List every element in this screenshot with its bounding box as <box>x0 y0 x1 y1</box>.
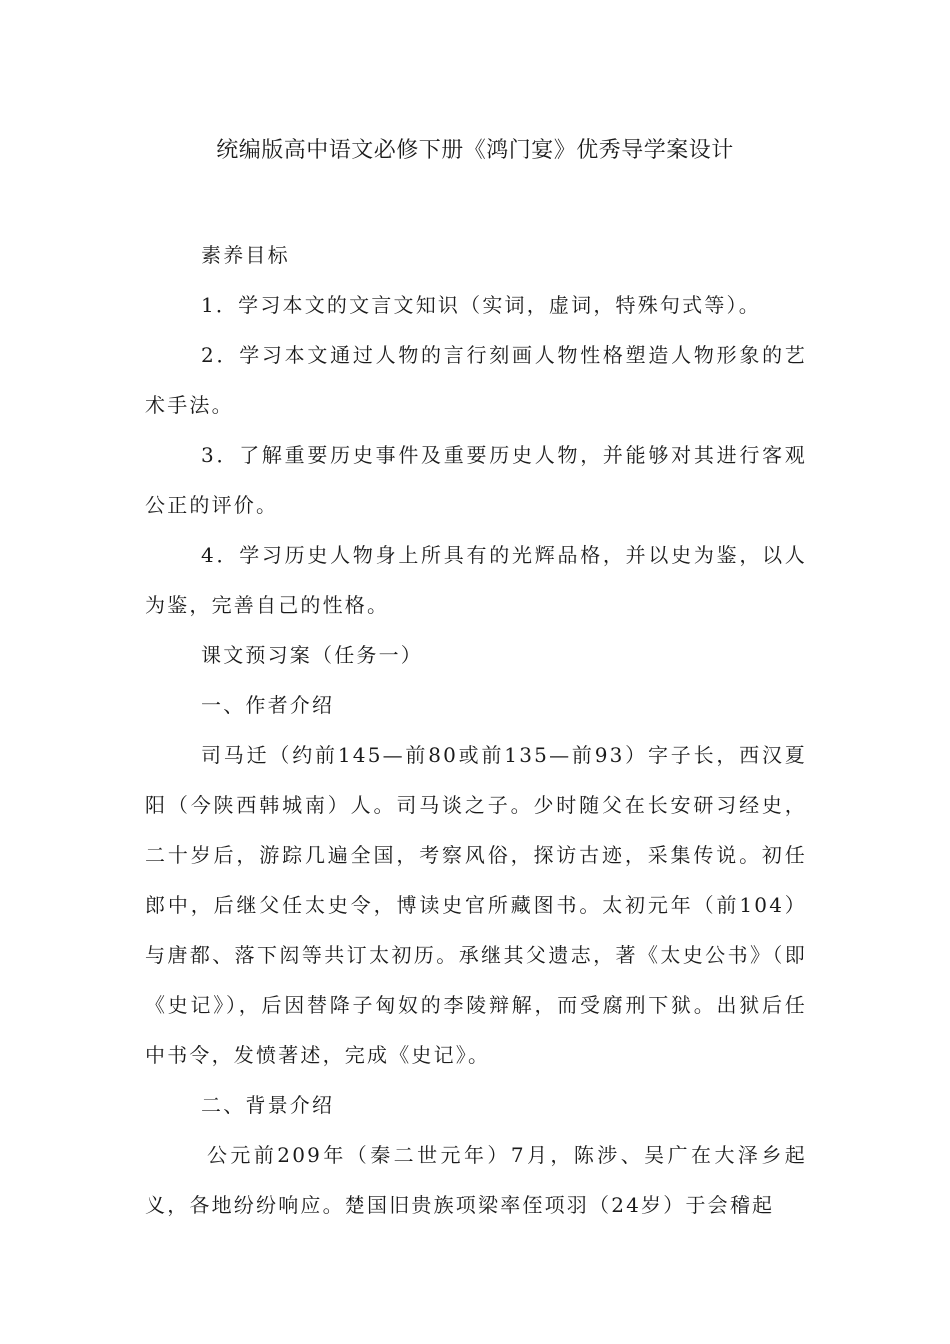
author-introduction-paragraph: 司马迁（约前145—前80或前135—前93）字子长，西汉夏阳（今陕西韩城南）人。司马谈之子。少时随父在长安研习经史，二十岁后，游踪几遍全国，考察风俗，探访古迹，采集传说。初任郎中，后继父任太史令，博读史官所藏图书。太初元年（前104）与唐都、落下闳等共订太初历。承继其父遗志，著《太史公书》（即《史记》），后因替降子匈奴的李陵辩解，而受腐刑下狱。出狱后任中书令，发愤著述，完成《史记》。 <box>145 743 807 1067</box>
objective-item-4: 4．学习历史人物身上所具有的光辉品格，并以史为鉴，以人为鉴，完善自己的性格。 <box>145 543 807 617</box>
objective-item-3: 3．了解重要历史事件及重要历史人物，并能够对其进行客观公正的评价。 <box>145 443 807 517</box>
section-heading-objectives: 素养目标 <box>201 243 290 267</box>
document-title: 统编版高中语文必修下册《鸿门宴》优秀导学案设计 <box>216 138 734 163</box>
document-body <box>145 230 807 1230</box>
section-heading-background: 二、背景介绍 <box>201 1093 335 1117</box>
background-introduction-paragraph: 公元前209年（秦二世元年）7月，陈涉、吴广在大泽乡起义，各地纷纷响应。楚国旧贵族项梁率侄项羽（24岁）于会稽起 <box>145 1143 807 1217</box>
section-heading-preview: 课文预习案（任务一） <box>201 643 423 667</box>
objective-item-2: 2．学习本文通过人物的言行刻画人物性格塑造人物形象的艺术手法。 <box>145 343 807 417</box>
section-heading-author: 一、作者介绍 <box>201 693 335 717</box>
objective-item-1: 1．学习本文的文言文知识（实词，虚词，特殊句式等）。 <box>201 293 761 317</box>
